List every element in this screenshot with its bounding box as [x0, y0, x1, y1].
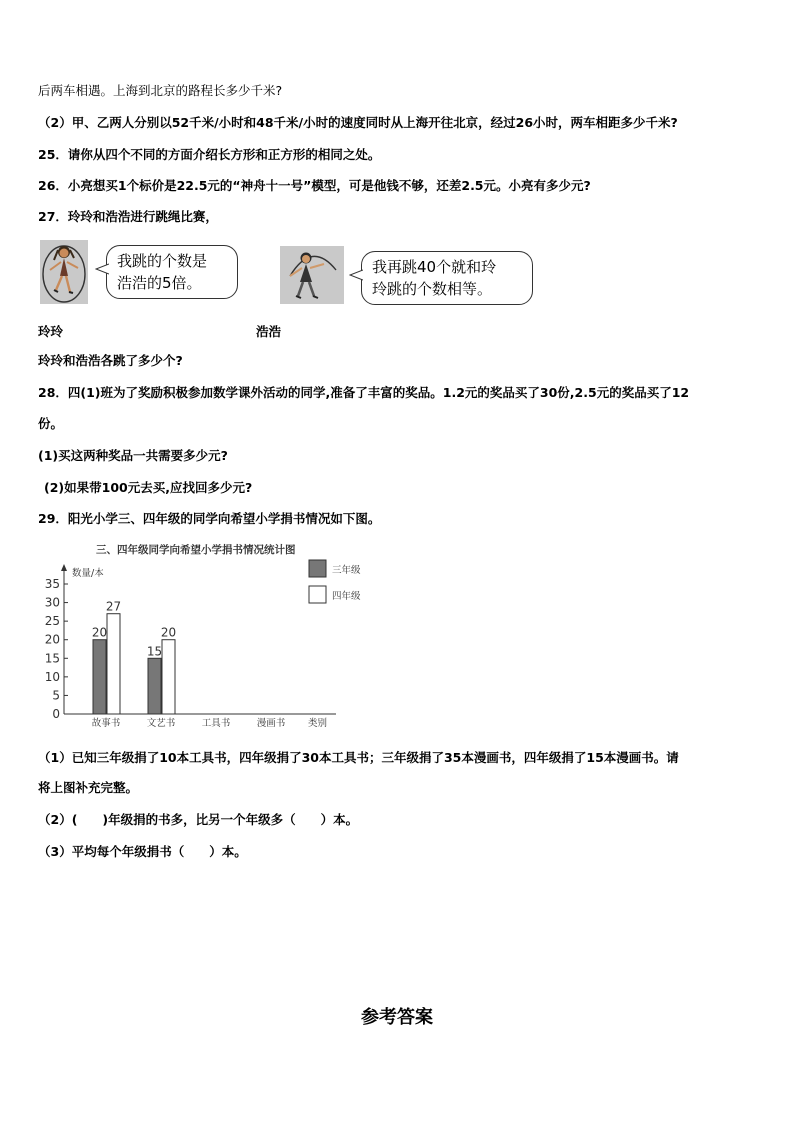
chart-bar-value-label: 20 [160, 625, 177, 640]
chart-legend-swatch [309, 586, 326, 603]
chart-y-tick-label: 30 [44, 595, 60, 610]
chart-y-tick-label: 20 [44, 632, 60, 647]
question-26: 26．小亮想买1个标价是22.5元的“神舟十一号”模型，可是他钱不够，还差2.5元。小亮有多少元? [38, 178, 591, 193]
lingling-bubble-line-2: 浩浩的5倍。 [117, 274, 202, 292]
chart-bar-value-label: 27 [105, 599, 122, 614]
haohao-jump-rope-illustration [280, 246, 344, 304]
question-28-part-2: (2)如果带100元去买,应找回多少元? [44, 480, 253, 495]
question-25: 25．请你从四个不同的方面介绍长方形和正方形的相同之处。 [38, 147, 381, 162]
haohao-name-label: 浩浩 [256, 324, 282, 339]
chart-y-tick-label: 15 [44, 651, 60, 666]
lingling-jump-rope-illustration [40, 240, 88, 304]
text-line-1: 后两车相遇。上海到北京的路程长多少千米? [38, 83, 283, 98]
question-28-line-1: 28．四(1)班为了奖励积极参加数学课外活动的同学,准备了丰富的奖品。1.2元的奖品买了30份,2.5元的奖品买了12 [38, 385, 690, 400]
question-27-ask: 玲玲和浩浩各跳了多少个? [38, 353, 183, 368]
chart-bar-value-label: 15 [146, 644, 163, 659]
chart-legend-label: 四年级 [332, 591, 361, 602]
chart-y-tick-label: 5 [52, 688, 60, 703]
chart-legend-swatch [309, 560, 326, 577]
boy-jumping-rope-icon [280, 246, 344, 304]
question-29-part-1-line-2: 将上图补充完整。 [38, 780, 139, 795]
chart-y-tick-label: 35 [44, 577, 60, 591]
lingling-bubble-line-1: 我跳的个数是 [117, 252, 208, 270]
chart-bar [107, 614, 120, 714]
chart-category-label: 故事书 [91, 718, 121, 729]
chart-y-tick-label: 10 [44, 669, 60, 684]
chart-bar [93, 640, 106, 714]
question-28-line-2: 份。 [38, 416, 64, 431]
book-donation-bar-chart [36, 538, 406, 736]
haohao-bubble-line-2: 玲跳的个数相等。 [372, 280, 493, 298]
chart-y-tick-label: 0 [52, 707, 60, 721]
question-29-part-2: （2）( )年级捐的书多，比另一个年级多（ ）本。 [38, 812, 359, 827]
chart-y-tick-label: 25 [44, 614, 60, 629]
girl-jumping-rope-icon [40, 240, 88, 304]
chart-bar [162, 640, 175, 714]
question-29-part-3: （3）平均每个年级捐书（ ）本。 [38, 844, 247, 859]
haohao-bubble-line-1: 我再跳40个就和玲 [372, 258, 497, 276]
chart-title: 三、四年级同学向希望小学捐书情况统计图 [96, 544, 296, 556]
question-27: 27．玲玲和浩浩进行跳绳比赛， [38, 209, 218, 224]
bubble-tail-icon [95, 262, 109, 276]
question-29: 29．阳光小学三、四年级的同学向希望小学捐书情况如下图。 [38, 511, 381, 526]
question-28-part-1: (1)买这两种奖品一共需要多少元? [38, 448, 228, 463]
chart-legend-label: 三年级 [332, 565, 361, 576]
chart-category-label: 文艺书 [146, 718, 176, 729]
chart-category-label: 漫画书 [256, 718, 286, 729]
chart-y-axis-label: 数量/本 [72, 568, 104, 579]
lingling-name-label: 玲玲 [38, 324, 64, 339]
answer-section-title: 参考答案 [361, 1007, 433, 1028]
chart-bar [148, 658, 161, 714]
chart-category-label: 工具书 [201, 718, 231, 729]
chart-bar-value-label: 20 [91, 625, 108, 640]
bubble-tail-icon [349, 268, 363, 282]
chart-x-axis-label: 类别 [308, 718, 328, 729]
lingling-speech-bubble [106, 245, 238, 299]
chart-y-axis-arrow [61, 564, 67, 571]
question-29-part-1-line-1: （1）已知三年级捐了10本工具书，四年级捐了30本工具书；三年级捐了35本漫画书，四年级捐了15本漫画书。请 [38, 750, 679, 765]
haohao-speech-bubble [361, 251, 533, 305]
question-24-part-2: （2）甲、乙两人分别以52千米/小时和48千米/小时的速度同时从上海开往北京，经过26小时，两车相距多少千米? [38, 115, 678, 130]
